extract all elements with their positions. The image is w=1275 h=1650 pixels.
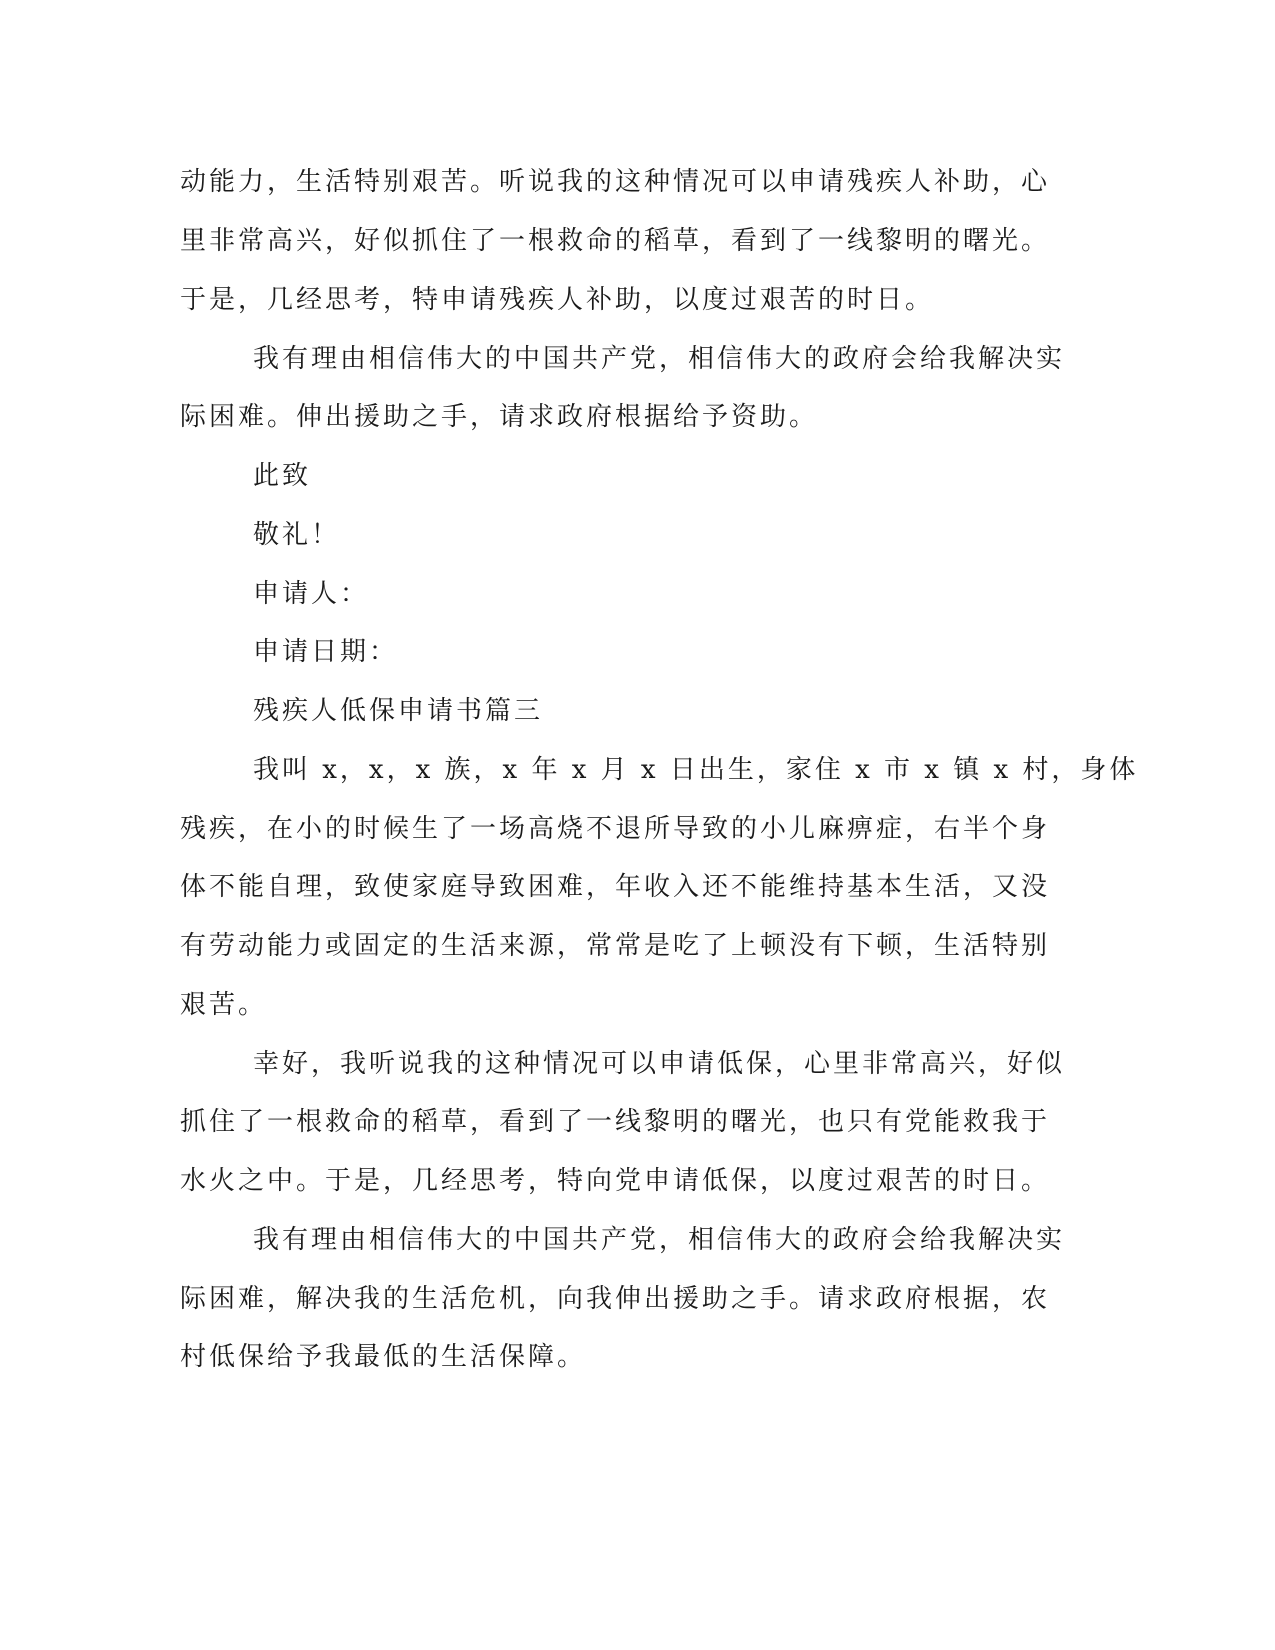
paragraph-start: 幸好，我听说我的这种情况可以申请低保，心里非常高兴，好似 bbox=[253, 1049, 1066, 1079]
text-line: 水火之中。于是，几经思考，特向党申请低保，以度过艰苦的时日。 bbox=[180, 1166, 1051, 1196]
text-line: 艰苦。 bbox=[180, 990, 268, 1020]
text-line: 体不能自理，致使家庭导致困难，年收入还不能维持基本生活，又没 bbox=[180, 872, 1051, 902]
text-line: 有劳动能力或固定的生活来源，常常是吃了上顿没有下顿，生活特别 bbox=[180, 931, 1051, 961]
text-line: 里非常高兴，好似抓住了一根救命的稻草，看到了一线黎明的曙光。 bbox=[180, 226, 1051, 256]
paragraph-start: 我叫 x，x，x 族，x 年 x 月 x 日出生，家住 x 市 x 镇 x 村，身体 bbox=[253, 755, 1139, 785]
applicant-label: 申请人： bbox=[253, 579, 370, 609]
text-line: 动能力，生活特别艰苦。听说我的这种情况可以申请残疾人补助，心 bbox=[180, 167, 1051, 197]
text-line: 际困难。伸出援助之手，请求政府根据给予资助。 bbox=[180, 402, 819, 432]
section-heading: 残疾人低保申请书篇三 bbox=[253, 696, 544, 726]
text-line: 村低保给予我最低的生活保障。 bbox=[180, 1342, 587, 1372]
paragraph-start: 我有理由相信伟大的中国共产党，相信伟大的政府会给我解决实 bbox=[253, 344, 1066, 374]
text-line: 抓住了一根救命的稻草，看到了一线黎明的曙光，也只有党能救我于 bbox=[180, 1107, 1051, 1137]
text-line: 残疾，在小的时候生了一场高烧不退所导致的小儿麻痹症，右半个身 bbox=[180, 814, 1051, 844]
paragraph-start: 我有理由相信伟大的中国共产党，相信伟大的政府会给我解决实 bbox=[253, 1225, 1066, 1255]
application-date-label: 申请日期： bbox=[253, 637, 399, 667]
text-line: 于是，几经思考，特申请残疾人补助，以度过艰苦的时日。 bbox=[180, 285, 935, 315]
closing-regards: 敬礼！ bbox=[253, 520, 341, 550]
text-line: 际困难，解决我的生活危机，向我伸出援助之手。请求政府根据，农 bbox=[180, 1284, 1051, 1314]
closing-salutation: 此致 bbox=[253, 461, 312, 491]
